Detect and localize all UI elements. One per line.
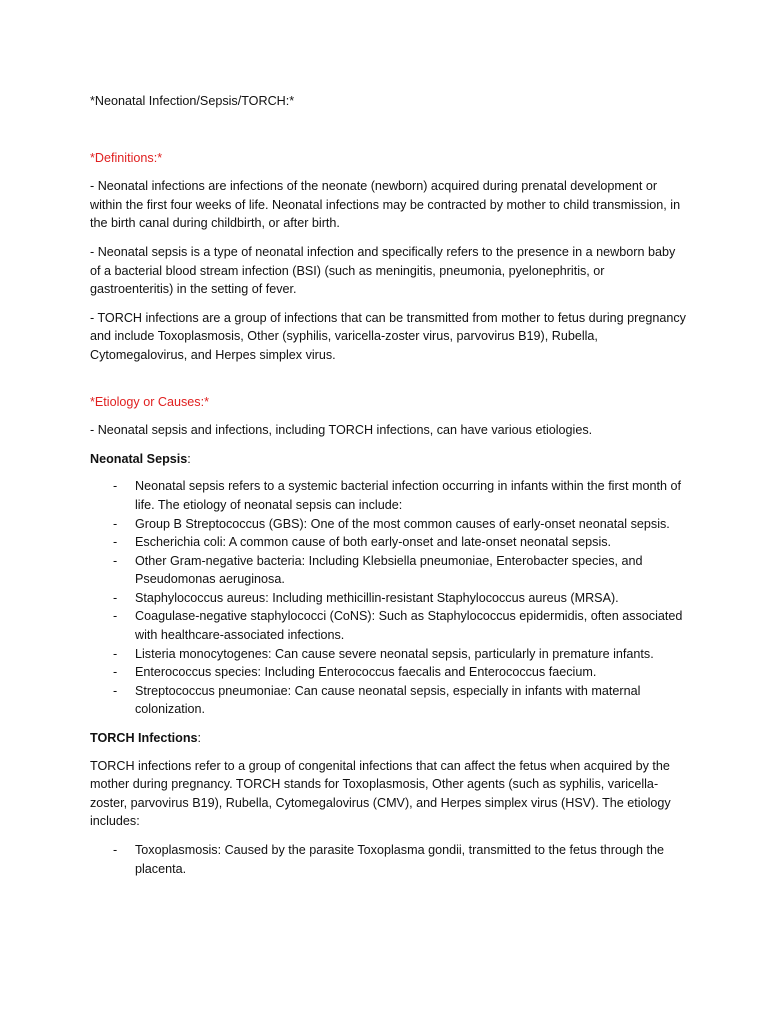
list-item xyxy=(90,589,686,608)
definitions-heading: *Definitions:* xyxy=(90,150,163,165)
list-dash: - xyxy=(113,590,118,605)
list-dash: - xyxy=(113,553,118,568)
definition-neonatal-infections: - Neonatal infections are infections of the neonate (newborn) acquired during prenatal development or within the first four weeks of life. Neonatal infections may be contracted by mother to child transmission, in the birth canal during childbirth, or after birth. xyxy=(90,179,681,231)
list-dash: - xyxy=(113,843,118,857)
torch-infections-heading-text: TORCH Infections xyxy=(90,731,198,746)
list-item-text: Streptococcus pneumoniae: Can cause neonatal sepsis, especially in infants with maternal colonization. xyxy=(135,683,641,717)
list-dash: - xyxy=(113,609,118,624)
list-item-text: Coagulase-negative staphylococci (CoNS): Such as Staphylococcus epidermidis, often associated with healthcare-associated infections. xyxy=(135,609,683,643)
list-dash: - xyxy=(113,683,118,698)
list-item xyxy=(90,682,686,719)
list-dash: - xyxy=(113,665,118,680)
neonatal-sepsis-heading-colon: : xyxy=(187,451,191,466)
torch-list xyxy=(90,841,686,878)
list-item-text: Staphylococcus aureus: Including methicillin-resistant Staphylococcus aureus (MRSA). xyxy=(135,590,619,605)
list-item xyxy=(90,841,686,878)
list-item xyxy=(90,645,686,664)
list-item xyxy=(90,607,686,644)
list-item xyxy=(90,552,686,589)
list-item-text: Neonatal sepsis refers to a systemic bacterial infection occurring in infants within the first month of life. The etiology of neonatal sepsis can include: xyxy=(135,479,681,512)
neonatal-sepsis-heading xyxy=(90,450,686,469)
list-item xyxy=(90,477,686,514)
list-item-text: Group B Streptococcus (GBS): One of the most common causes of early-onset neonatal sepsis. xyxy=(135,516,670,531)
list-dash: - xyxy=(113,516,118,531)
list-item-text: Escherichia coli: A common cause of both early-onset and late-onset neonatal sepsis. xyxy=(135,535,612,550)
torch-infections-heading-colon: : xyxy=(197,731,202,746)
list-item-text: Listeria monocytogenes: Can cause severe neonatal sepsis, particularly in premature infants. xyxy=(135,646,654,661)
definition-torch-infections: - TORCH infections are a group of infections that can be transmitted from mother to fetus during pregnancy and include Toxoplasmosis, Other (syphilis, varicella-zoster virus, parvovirus B19), Rubella, Cytomegalovirus, and Herpes simplex virus. xyxy=(90,310,686,362)
torch-infections-paragraph: TORCH infections refer to a group of congenital infections that can affect the fetus when acquired by the mother during pregnancy. TORCH stands for Toxoplasmosis, Other agents (such as syphilis, varicella-zoster, parvovirus B19), Rubella, Cytomegalovirus (CMV), and Herpes simplex virus (HSV). The etiology includes: xyxy=(90,758,671,829)
list-item xyxy=(90,515,686,534)
list-item-text: Other Gram-negative bacteria: Including Klebsiella pneumoniae, Enterobacter species, and Pseudomonas aeruginosa. xyxy=(135,553,643,587)
neonatal-sepsis-list xyxy=(90,477,686,719)
list-dash: - xyxy=(113,535,118,550)
list-item-text: Toxoplasmosis: Caused by the parasite Toxoplasma gondii, transmitted to the fetus through the placenta. xyxy=(135,843,665,876)
definition-neonatal-sepsis: - Neonatal sepsis is a type of neonatal infection and specifically refers to the presence in a newborn baby of a bacterial blood stream infection (BSI) (such as meningitis, pneumonia, pyelonephritis, or gastroenteritis) in the setting of fever. xyxy=(90,244,676,297)
document-title: *Neonatal Infection/Sepsis/TORCH:* xyxy=(90,94,295,108)
document-content xyxy=(90,92,686,888)
list-item xyxy=(90,533,686,552)
etiology-intro: - Neonatal sepsis and infections, including TORCH infections, can have various etiologies. xyxy=(90,423,593,438)
list-item xyxy=(90,663,686,682)
torch-infections-heading xyxy=(90,729,686,748)
etiology-heading: *Etiology or Causes:* xyxy=(90,394,210,409)
list-item-text: Enterococcus species: Including Enterococcus faecalis and Enterococcus faecium. xyxy=(135,665,597,680)
list-dash: - xyxy=(113,646,118,661)
neonatal-sepsis-heading-text: Neonatal Sepsis xyxy=(90,451,188,466)
list-dash: - xyxy=(113,479,118,494)
